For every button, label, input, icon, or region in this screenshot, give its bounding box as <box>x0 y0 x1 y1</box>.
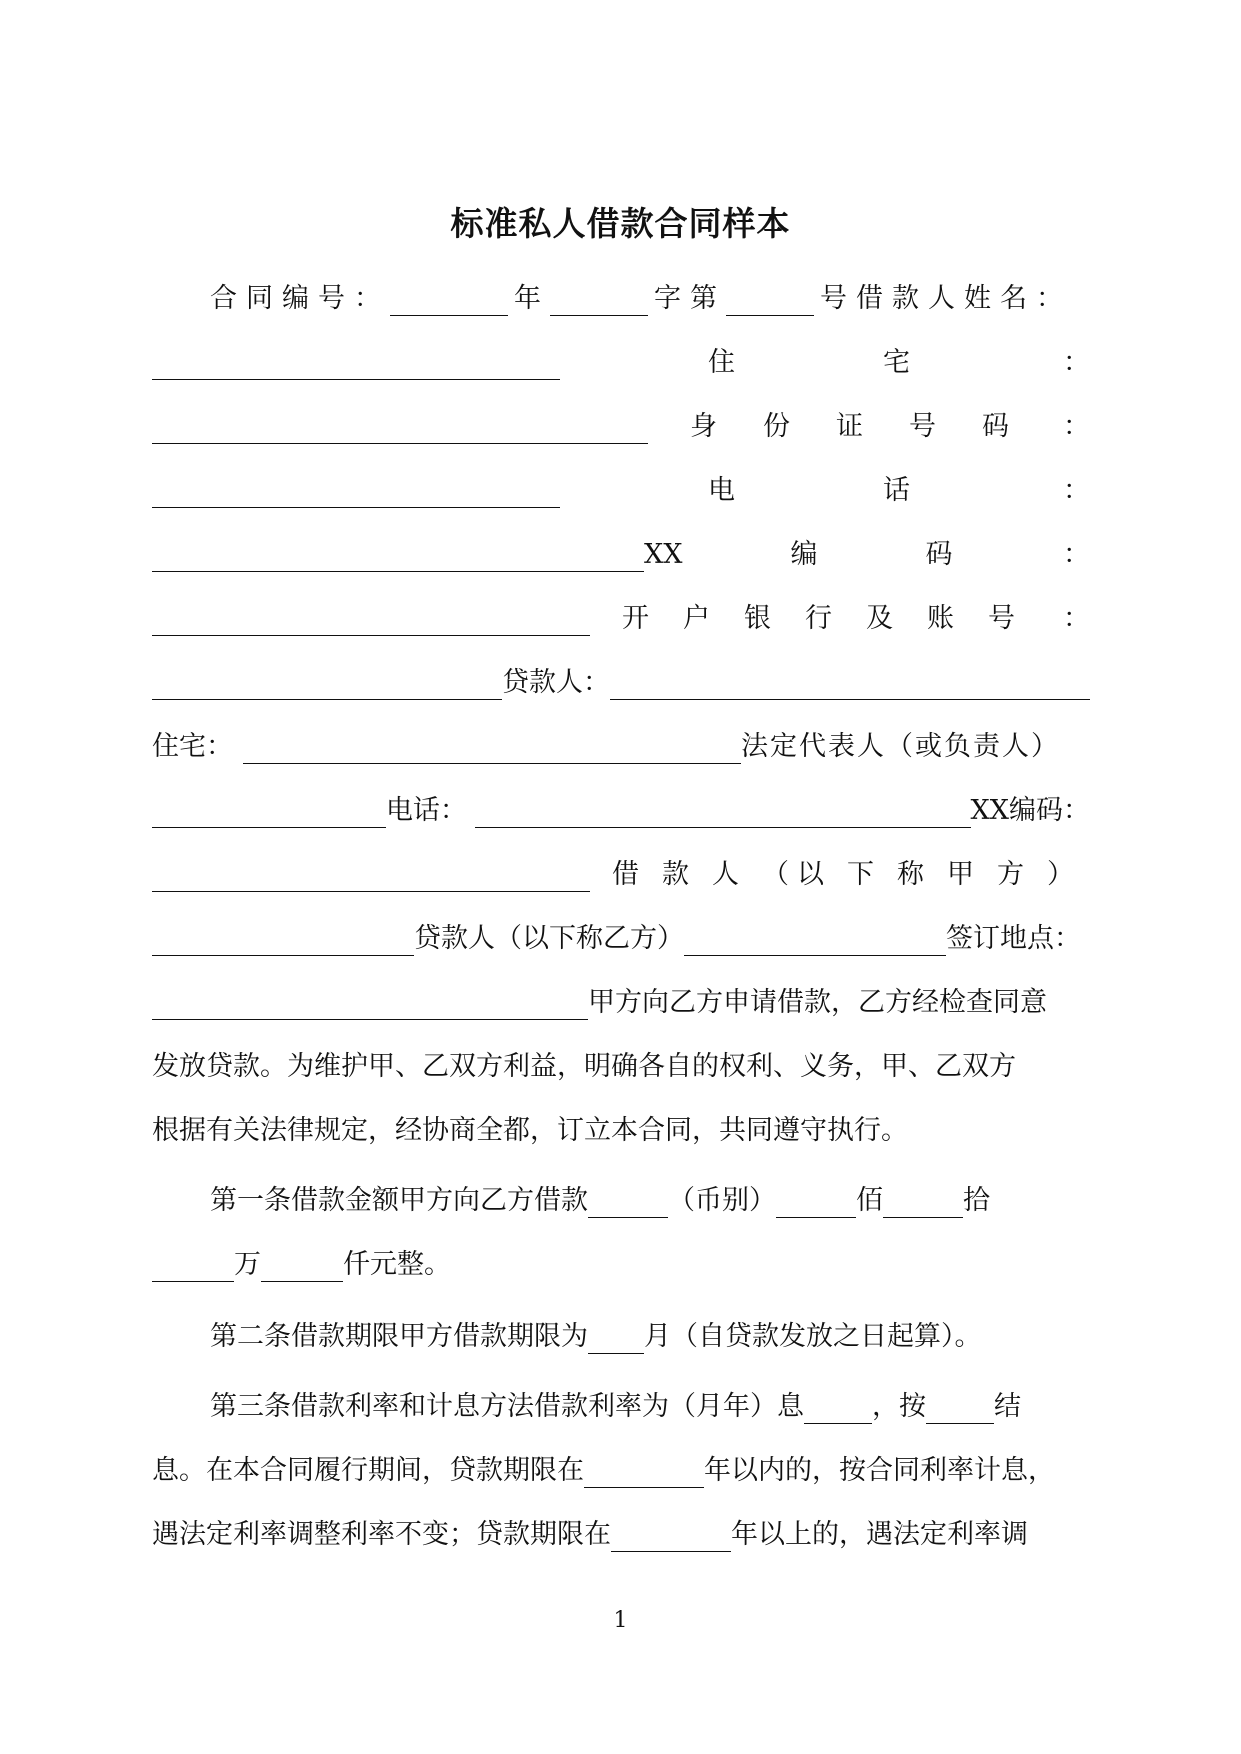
bank-char: 账 <box>927 602 954 634</box>
article3-text: 息。在本合同履行期间，贷款期限在 <box>152 1454 584 1486</box>
bank-char: 号 <box>988 602 1015 634</box>
blank <box>926 1393 994 1424</box>
intro-line-3 <box>152 1104 1090 1148</box>
residence-l: 住 <box>708 346 735 378</box>
bank-char: 开 <box>622 602 649 634</box>
colon: ： <box>1063 474 1090 506</box>
blank <box>152 925 414 956</box>
year-label: 年 <box>514 282 550 314</box>
blank <box>584 1457 704 1488</box>
intro-text-3: 根据有关法律规定，经协商全都，订立本合同，共同遵守执行。 <box>152 1114 908 1146</box>
blank <box>152 1251 234 1282</box>
page-number: 1 <box>613 1608 628 1633</box>
lender-line <box>152 656 1090 700</box>
blank <box>611 1521 731 1552</box>
phone2-label: 电话： <box>385 794 467 826</box>
colon: ： <box>1063 346 1090 378</box>
article1-line-1 <box>210 1174 1090 1218</box>
article1-text: 佰 <box>856 1184 883 1216</box>
article3-text: 结 <box>994 1390 1021 1422</box>
blank <box>152 861 590 892</box>
article1-text: 仟元整。 <box>343 1248 451 1280</box>
residence2-label: 住宅： <box>152 730 233 762</box>
blank <box>588 1187 668 1218</box>
party-a-line <box>152 848 1090 892</box>
blank <box>243 733 741 764</box>
id-char: 身 <box>690 410 717 442</box>
phone-l: 电 <box>708 474 735 506</box>
article3-text: 年以内的，按合同利率计息， <box>704 1454 1055 1486</box>
id-char: 证 <box>836 410 863 442</box>
party-a-char: 称 <box>897 858 924 890</box>
blank <box>726 285 814 316</box>
article1-text: 拾 <box>963 1184 990 1216</box>
party-a-char: 借 <box>612 858 639 890</box>
contract-no-label: 合同编号： <box>210 282 390 314</box>
blank <box>261 1251 343 1282</box>
article3-text: 第三条借款利率和计息方法借款利率为（月年）息 <box>210 1390 804 1422</box>
lender-label: 贷款人： <box>502 666 610 698</box>
article1-text: （币别） <box>668 1184 776 1216</box>
residence-line <box>152 336 1090 380</box>
residence2-line <box>152 720 1090 764</box>
party-a-char: （ <box>762 858 789 890</box>
article2-line <box>210 1310 1090 1354</box>
legal-rep-label: 法定代表人（或负责人） <box>741 730 1060 762</box>
article3-line-3 <box>152 1508 1090 1552</box>
blank <box>152 669 502 700</box>
blank <box>588 1323 644 1354</box>
article3-text: ，按 <box>872 1390 926 1422</box>
blank <box>152 413 648 444</box>
postcode-char: 码 <box>925 538 953 570</box>
postcode-xx: XX <box>644 538 683 570</box>
postcode2-label: XX编码： <box>970 794 1090 826</box>
phone2-line <box>152 784 1090 828</box>
phone-r: 话 <box>883 474 910 506</box>
article1-line-2 <box>152 1238 1090 1282</box>
word-no-label: 字第 <box>654 282 726 314</box>
blank <box>776 1187 856 1218</box>
blank <box>152 541 644 572</box>
bank-char: 银 <box>744 602 771 634</box>
party-a-char: 下 <box>847 858 874 890</box>
party-a-char: 甲 <box>947 858 974 890</box>
article3-line-2 <box>152 1444 1090 1488</box>
blank <box>390 285 508 316</box>
bank-char: 及 <box>866 602 893 634</box>
blank <box>550 285 648 316</box>
bank-char: 行 <box>805 602 832 634</box>
blank <box>475 797 971 828</box>
party-b-line <box>152 912 1090 956</box>
bank-account-line <box>152 592 1090 636</box>
intro-text-1: 甲方向乙方申请借款，乙方经检查同意 <box>588 986 1047 1018</box>
id-char: 码 <box>982 410 1009 442</box>
intro-line-1 <box>152 976 1090 1020</box>
bank-char: 户 <box>683 602 710 634</box>
party-a-char: 人 <box>712 858 739 890</box>
intro-line-2 <box>152 1040 1090 1084</box>
id-char: 份 <box>763 410 790 442</box>
article3-text: 遇法定利率调整利率不变；贷款期限在 <box>152 1518 611 1550</box>
postcode-line <box>152 528 1090 572</box>
colon: ： <box>1063 602 1090 634</box>
party-a-char: 款 <box>662 858 689 890</box>
party-a-char: ） <box>1047 858 1074 890</box>
article1-text: 第一条借款金额甲方向乙方借款 <box>210 1184 588 1216</box>
blank <box>152 989 588 1020</box>
postcode-char: 编 <box>790 538 818 570</box>
sign-place-label: 签订地点： <box>946 922 1081 954</box>
blank <box>684 925 946 956</box>
blank <box>804 1393 872 1424</box>
blank <box>883 1187 963 1218</box>
article1-text: 万 <box>234 1248 261 1280</box>
colon: ： <box>1063 538 1090 570</box>
id-number-line <box>152 400 1090 444</box>
article2-text: 月（自贷款发放之日起算）。 <box>644 1320 982 1352</box>
party-a-char: 方 <box>997 858 1024 890</box>
article2-text: 第二条借款期限甲方借款期限为 <box>210 1320 588 1352</box>
blank <box>152 605 590 636</box>
blank <box>152 349 560 380</box>
residence-r: 宅 <box>883 346 910 378</box>
party-b-label: 贷款人（以下称乙方） <box>414 922 684 954</box>
document-title: 标准私人借款合同样本 <box>450 204 791 243</box>
contract-number-line <box>210 272 1090 316</box>
article3-text: 年以上的，遇法定利率调 <box>731 1518 1028 1550</box>
article3-line-1 <box>210 1380 1090 1424</box>
party-a-char: 以 <box>797 858 824 890</box>
colon: ： <box>1063 410 1090 442</box>
phone-line <box>152 464 1090 508</box>
id-char: 号 <box>909 410 936 442</box>
blank <box>152 477 560 508</box>
intro-text-2: 发放贷款。为维护甲、乙双方利益，明确各自的权利、义务，甲、乙双方 <box>152 1050 1016 1082</box>
blank <box>610 669 1090 700</box>
borrower-name-label: 号借款人姓名： <box>820 282 1072 314</box>
blank <box>152 797 386 828</box>
